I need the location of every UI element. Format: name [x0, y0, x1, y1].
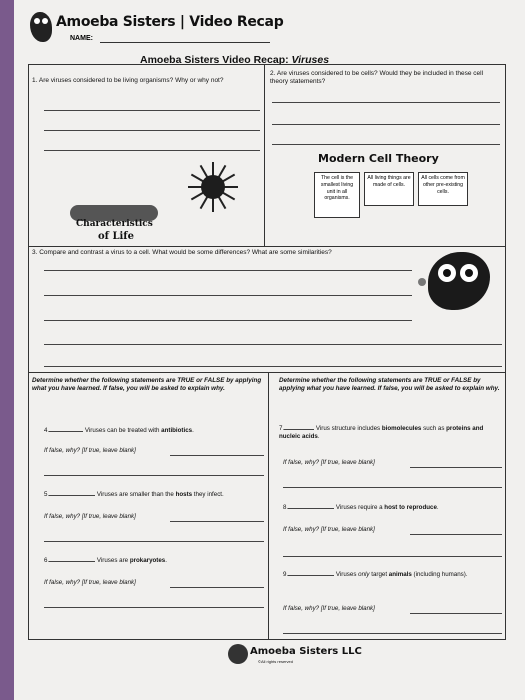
answer-line[interactable]	[44, 110, 260, 111]
statement-8: 8. Viruses require a host to reproduce.	[283, 504, 439, 511]
question-1: 1. Are viruses considered to be living organisms? Why or why not?	[32, 77, 224, 84]
answer-line[interactable]	[170, 521, 264, 522]
statement-5: 5. Viruses are smaller than the hosts they infect.	[44, 491, 224, 498]
if-false-prompt: If false, why? [If true, leave blank]	[283, 526, 375, 533]
answer-line[interactable]	[44, 344, 502, 345]
answer-line[interactable]	[44, 320, 412, 321]
divider	[28, 246, 506, 247]
answer-line[interactable]	[44, 270, 412, 271]
cell-theory-title: Modern Cell Theory	[318, 152, 439, 165]
answer-line[interactable]	[44, 607, 264, 608]
statement-9: 9. Viruses only target animals (including humans).	[283, 571, 468, 578]
if-false-prompt: If false, why? [If true, leave blank]	[44, 513, 136, 520]
answer-line[interactable]	[170, 587, 264, 588]
doc-title: Amoeba Sisters Video Recap: Viruses	[140, 54, 330, 66]
if-false-prompt: If false, why? [If true, leave blank]	[283, 605, 375, 612]
answer-line[interactable]	[410, 613, 502, 614]
scroll-text-1: Characteristics	[76, 219, 153, 229]
characteristics-of-life-scroll-icon	[70, 203, 160, 243]
cell-theory-box-2: All living things are made of cells.	[364, 172, 414, 206]
name-label: NAME:	[70, 35, 93, 42]
if-false-prompt: If false, why? [If true, leave blank]	[44, 447, 136, 454]
question-2: 2. Are viruses considered to be cells? Would they be included in these cell theory statements?	[270, 70, 484, 86]
answer-line[interactable]	[410, 534, 502, 535]
answer-line[interactable]	[44, 366, 502, 367]
answer-line[interactable]	[272, 144, 500, 145]
statement-6: 6. Viruses are prokaryotes.	[44, 557, 167, 564]
virus-icon	[188, 162, 238, 212]
divider	[28, 372, 506, 373]
answer-line[interactable]	[410, 467, 502, 468]
footer-brand: Amoeba Sisters LLC	[250, 646, 362, 657]
cell-theory-box-1: The cell is the smallest living unit in all organisms.	[314, 172, 360, 218]
answer-line[interactable]	[272, 102, 500, 103]
divider	[268, 372, 269, 640]
answer-line[interactable]	[170, 455, 264, 456]
answer-line[interactable]	[283, 556, 502, 557]
bubble-icon	[418, 278, 426, 286]
statement-7: 7. Virus structure includes biomolecules such as proteins and nucleic acids.	[279, 425, 484, 440]
brand-title: Amoeba Sisters | Video Recap	[56, 14, 284, 30]
answer-line[interactable]	[44, 150, 260, 151]
statement-4: 4. Viruses can be treated with antibiotics.	[44, 427, 194, 434]
question-3: 3. Compare and contrast a virus to a cell. What would be some differences? What are some similarities?	[32, 249, 332, 256]
if-false-prompt: If false, why? [If true, leave blank]	[44, 579, 136, 586]
name-line[interactable]	[100, 42, 270, 43]
cell-theory-box-3: All cells come from other pre-existing cells.	[418, 172, 468, 206]
answer-line[interactable]	[283, 633, 502, 634]
scroll-text-2: of Life	[98, 231, 134, 242]
tf-instructions-left: Determine whether the following statements are TRUE or FALSE by applying what you have learned. If false, you will be asked to explain why.	[32, 377, 262, 393]
footer-rights: ©All rights reserved	[258, 659, 293, 664]
if-false-prompt: If false, why? [If true, leave blank]	[283, 459, 375, 466]
answer-line[interactable]	[44, 295, 412, 296]
answer-line[interactable]	[272, 124, 500, 125]
answer-line[interactable]	[44, 475, 264, 476]
tf-instructions-right: Determine whether the following statements are TRUE or FALSE by applying what you have learned. If false, you will be asked to explain why.	[279, 377, 500, 393]
answer-line[interactable]	[44, 541, 264, 542]
header	[30, 8, 330, 48]
answer-line[interactable]	[283, 487, 502, 488]
divider	[264, 64, 265, 246]
amoeba-sisters-logo-icon	[228, 644, 248, 664]
amoeba-logo-icon	[30, 12, 52, 42]
answer-line[interactable]	[44, 130, 260, 131]
